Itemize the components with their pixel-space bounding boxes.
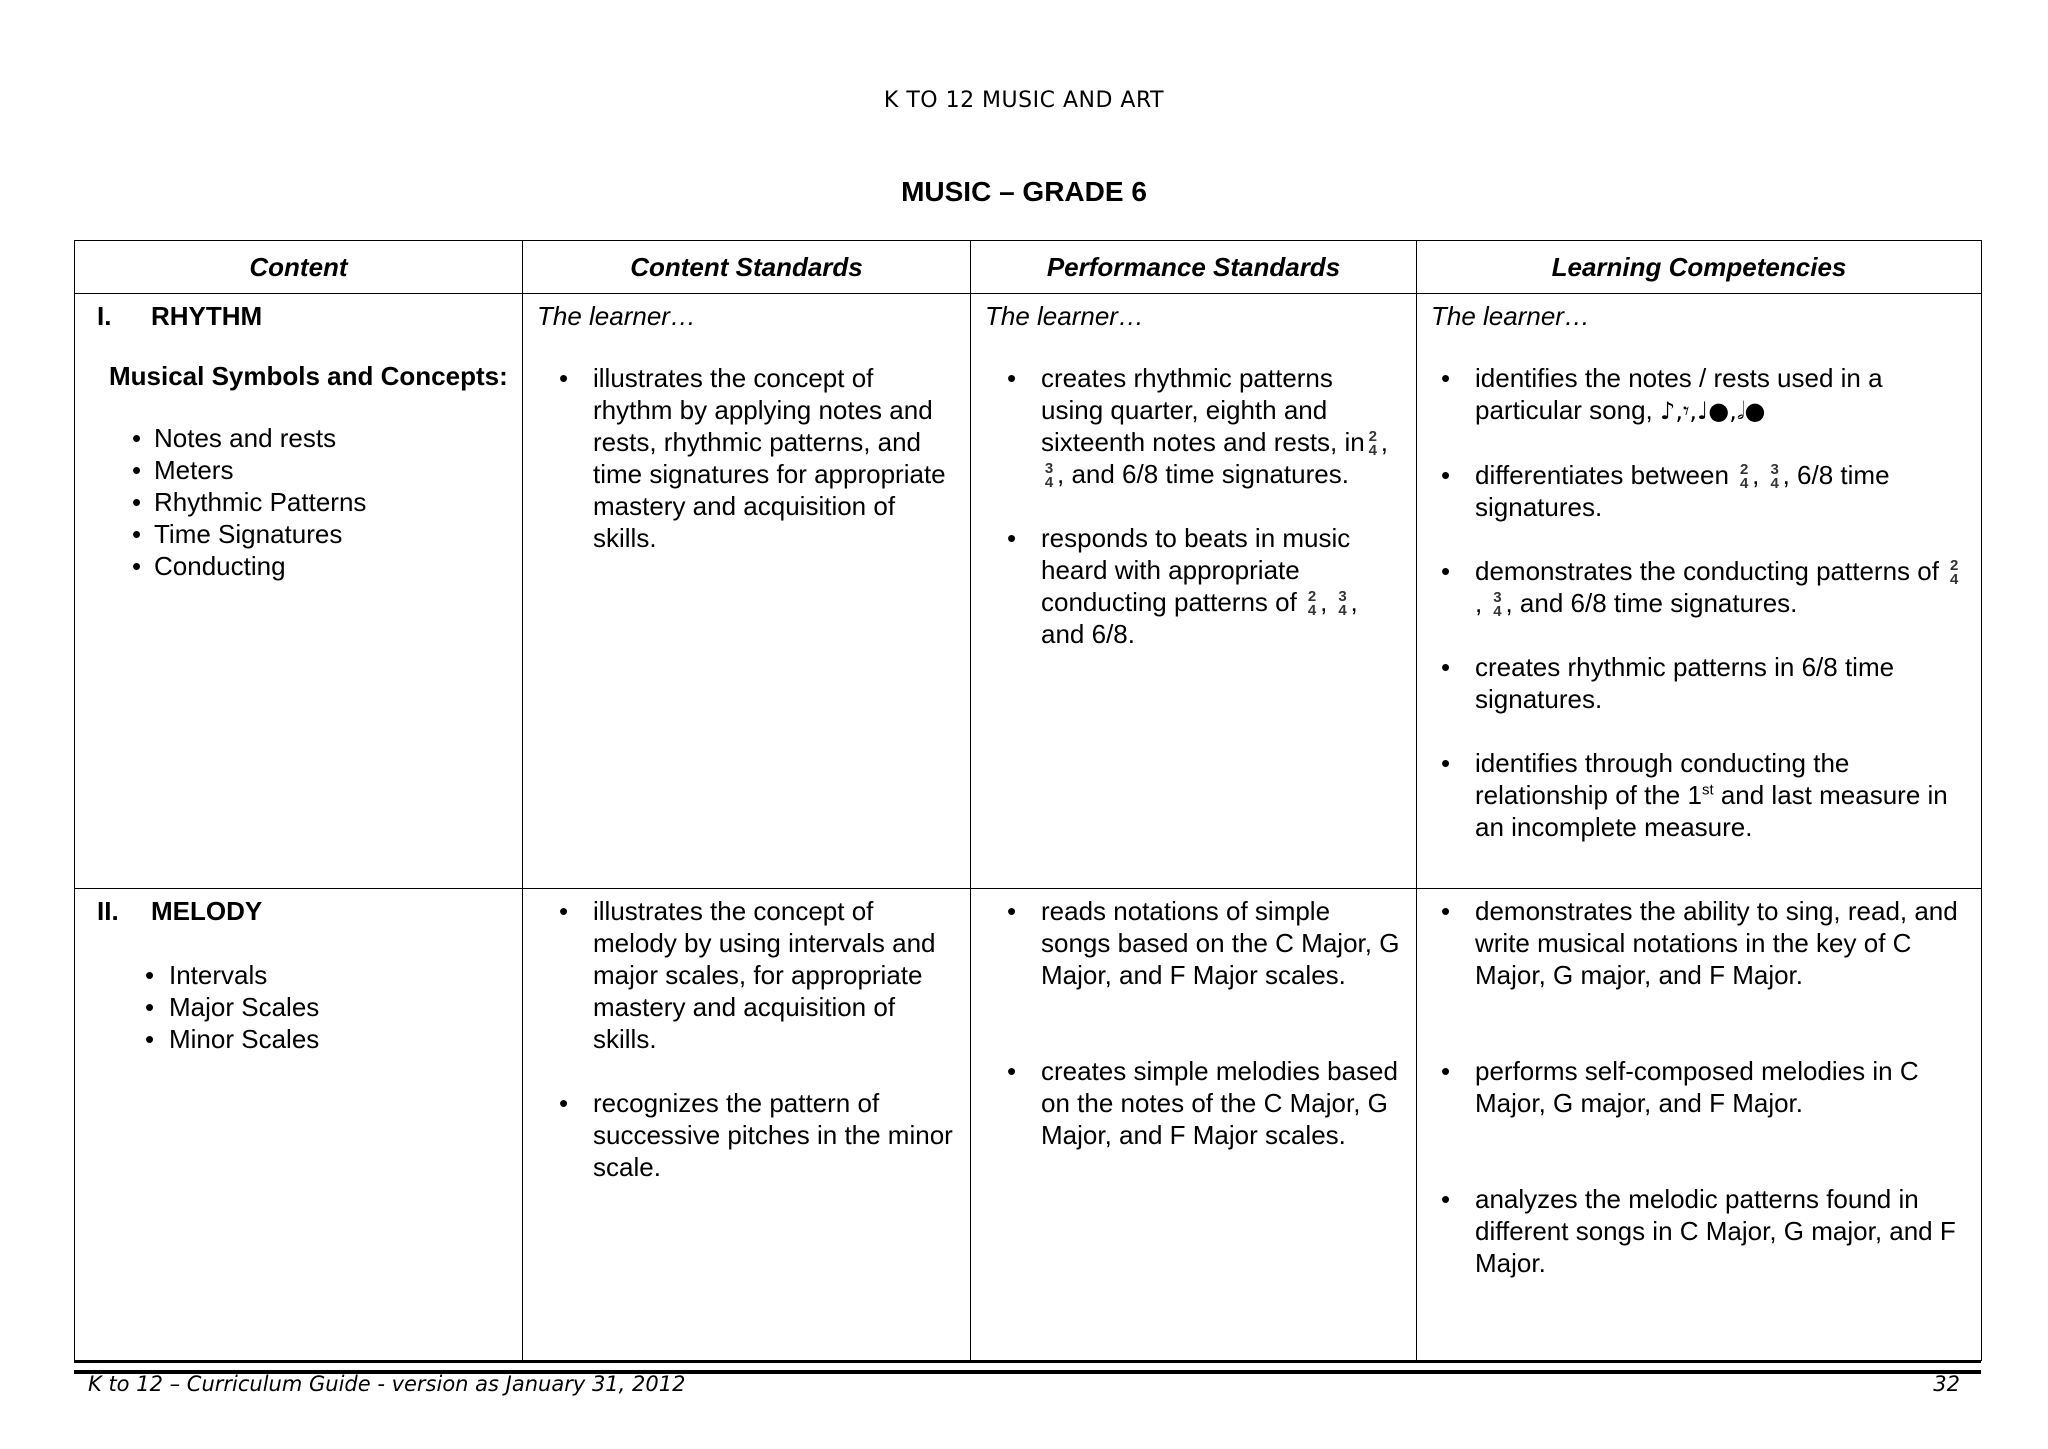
bullet-icon: • [145, 991, 155, 1022]
list-item: • illustrates the concept of rhythm by applying notes and rests, rhythmic patterns, and time signatures for appropriate mastery and acquisition of skills. [559, 363, 946, 553]
list-item: • Time Signatures [132, 519, 343, 549]
section-number: I. [97, 301, 112, 331]
list-item: • demonstrates the ability to sing, read, and write musical notations in the key of C Major, G major, and F Major. [1441, 895, 1958, 990]
bullet-icon: • [559, 363, 569, 393]
column-header-performance-standards: Performance Standards [971, 241, 1417, 294]
bullet-icon: • [132, 423, 142, 453]
list-item: • recognizes the pattern of successive pitches in the minor scale. [559, 1087, 953, 1182]
section-number: II. [97, 895, 119, 926]
rhythm-learning-competencies-cell [1417, 294, 1982, 889]
time-signature-3-4: 3 4 [1770, 461, 1779, 492]
melody-learning-competencies-cell [1417, 888, 1982, 1360]
melody-content-standards-cell [523, 888, 971, 1360]
bullet-icon: • [1007, 523, 1017, 553]
bullet-icon: • [1007, 363, 1017, 393]
time-signature-3-4: 3 4 [1493, 589, 1502, 620]
list-item: • illustrates the concept of melody by using intervals and major scales, for appropriate mastery and acquisition of skills. [559, 895, 936, 1054]
list-item: • identifies the notes / rests used in a particular song, ♪,𝄾,♩●,𝅗𝅥● [1441, 363, 1883, 425]
page-title: MUSIC – GRADE 6 [901, 176, 1147, 207]
list-item: • Minor Scales [145, 1023, 320, 1054]
bullet-icon: • [1441, 460, 1451, 490]
list-item: • Major Scales [145, 991, 320, 1022]
rhythm-performance-standards-cell [971, 294, 1417, 889]
bullet-icon: • [1441, 748, 1451, 778]
bullet-icon: • [1441, 895, 1451, 926]
document-header: K TO 12 MUSIC AND ART [883, 88, 1165, 113]
list-item: • Intervals [145, 959, 268, 990]
column-header-learning-competencies: Learning Competencies [1417, 241, 1982, 294]
music-notes-icon: ♪,𝄾,♩●,𝅗𝅥● [1660, 397, 1766, 425]
bullet-icon: • [1441, 1055, 1451, 1086]
learner-label: The learner… [1431, 301, 1590, 331]
list-item: • creates rhythmic patterns using quarter, eighth and sixteenth notes and rests, in 2 4 , 3 4 , and 6/8 time signatures. [1007, 363, 1388, 491]
rhythm-content-standards-cell [523, 294, 971, 889]
list-item: • creates simple melodies based on the notes of the C Major, G Major, and F Major scales. [1007, 1055, 1398, 1150]
bullet-icon: • [1441, 652, 1451, 682]
list-item: • Meters [132, 455, 234, 485]
page-number: 32 [1933, 1372, 1960, 1396]
curriculum-table [74, 240, 1982, 1361]
rhythm-subheading: Musical Symbols and Concepts: [109, 361, 508, 391]
melody-topics-list [129, 959, 508, 1055]
time-signature-3-4: 3 4 [1338, 588, 1347, 619]
list-item: • responds to beats in music heard with appropriate conducting patterns of 2 4 , 3 4 , and 6/8. [1007, 523, 1358, 649]
list-item: • differentiates between 2 4 , 3 4 , 6/8 time signatures. [1441, 460, 1890, 522]
time-signature-2-4: 2 4 [1307, 588, 1317, 619]
list-item: • Conducting [132, 551, 286, 581]
column-header-content: Content [75, 241, 523, 294]
list-item: • demonstrates the conducting patterns of 2 4 , 3 4 , and 6/8 time signatures. [1431, 555, 1967, 619]
footer-text: K to 12 – Curriculum Guide - version as January 31, 2012 [88, 1372, 686, 1396]
melody-content-cell [75, 888, 523, 1360]
melody-section-heading [89, 895, 508, 927]
list-item: • creates rhythmic patterns in 6/8 time signatures. [1441, 652, 1895, 714]
table-row-melody [75, 888, 1982, 1360]
bullet-icon: • [559, 895, 569, 926]
time-signature-2-4: 2 4 [1950, 557, 1959, 588]
rhythm-topics-list [89, 422, 508, 582]
bullet-icon: • [1441, 556, 1451, 586]
bullet-icon: • [1007, 1055, 1017, 1086]
time-signature-2-4: 2 4 [1739, 461, 1749, 492]
table-row-rhythm [75, 294, 1982, 889]
list-item: • identifies through conducting the relationship of the 1st and last measure in an incomplete measure. [1441, 748, 1948, 842]
table-header-row [75, 241, 1982, 294]
bullet-icon: • [559, 1087, 569, 1118]
time-signature-3-4: 3 4 [1044, 460, 1054, 491]
bullet-icon: • [145, 1023, 155, 1054]
list-item: • performs self-composed melodies in C Major, G major, and F Major. [1441, 1055, 1919, 1118]
bullet-icon: • [145, 959, 155, 990]
rhythm-section-heading [89, 300, 508, 332]
rhythm-content-cell [75, 294, 523, 889]
bullet-icon: • [1441, 1183, 1451, 1214]
bullet-icon: • [132, 487, 142, 517]
bullet-icon: • [132, 519, 142, 549]
column-header-content-standards: Content Standards [523, 241, 971, 294]
time-signature-2-4: 2 4 [1368, 428, 1377, 459]
bullet-icon: • [132, 551, 142, 581]
list-item: • reads notations of simple songs based on the C Major, G Major, and F Major scales. [1007, 895, 1400, 990]
melody-performance-standards-cell [971, 888, 1417, 1360]
learner-label: The learner… [985, 301, 1144, 331]
bullet-icon: • [1007, 895, 1017, 926]
list-item: • Notes and rests [132, 423, 337, 453]
bullet-icon: • [1441, 363, 1451, 393]
section-title: RHYTHM [151, 301, 263, 331]
bullet-icon: • [132, 455, 142, 485]
learner-label: The learner… [537, 301, 696, 331]
section-title: MELODY [151, 895, 263, 926]
list-item: • Rhythmic Patterns [132, 487, 367, 517]
list-item: • analyzes the melodic patterns found in different songs in C Major, G major, and F Major. [1441, 1183, 1956, 1278]
